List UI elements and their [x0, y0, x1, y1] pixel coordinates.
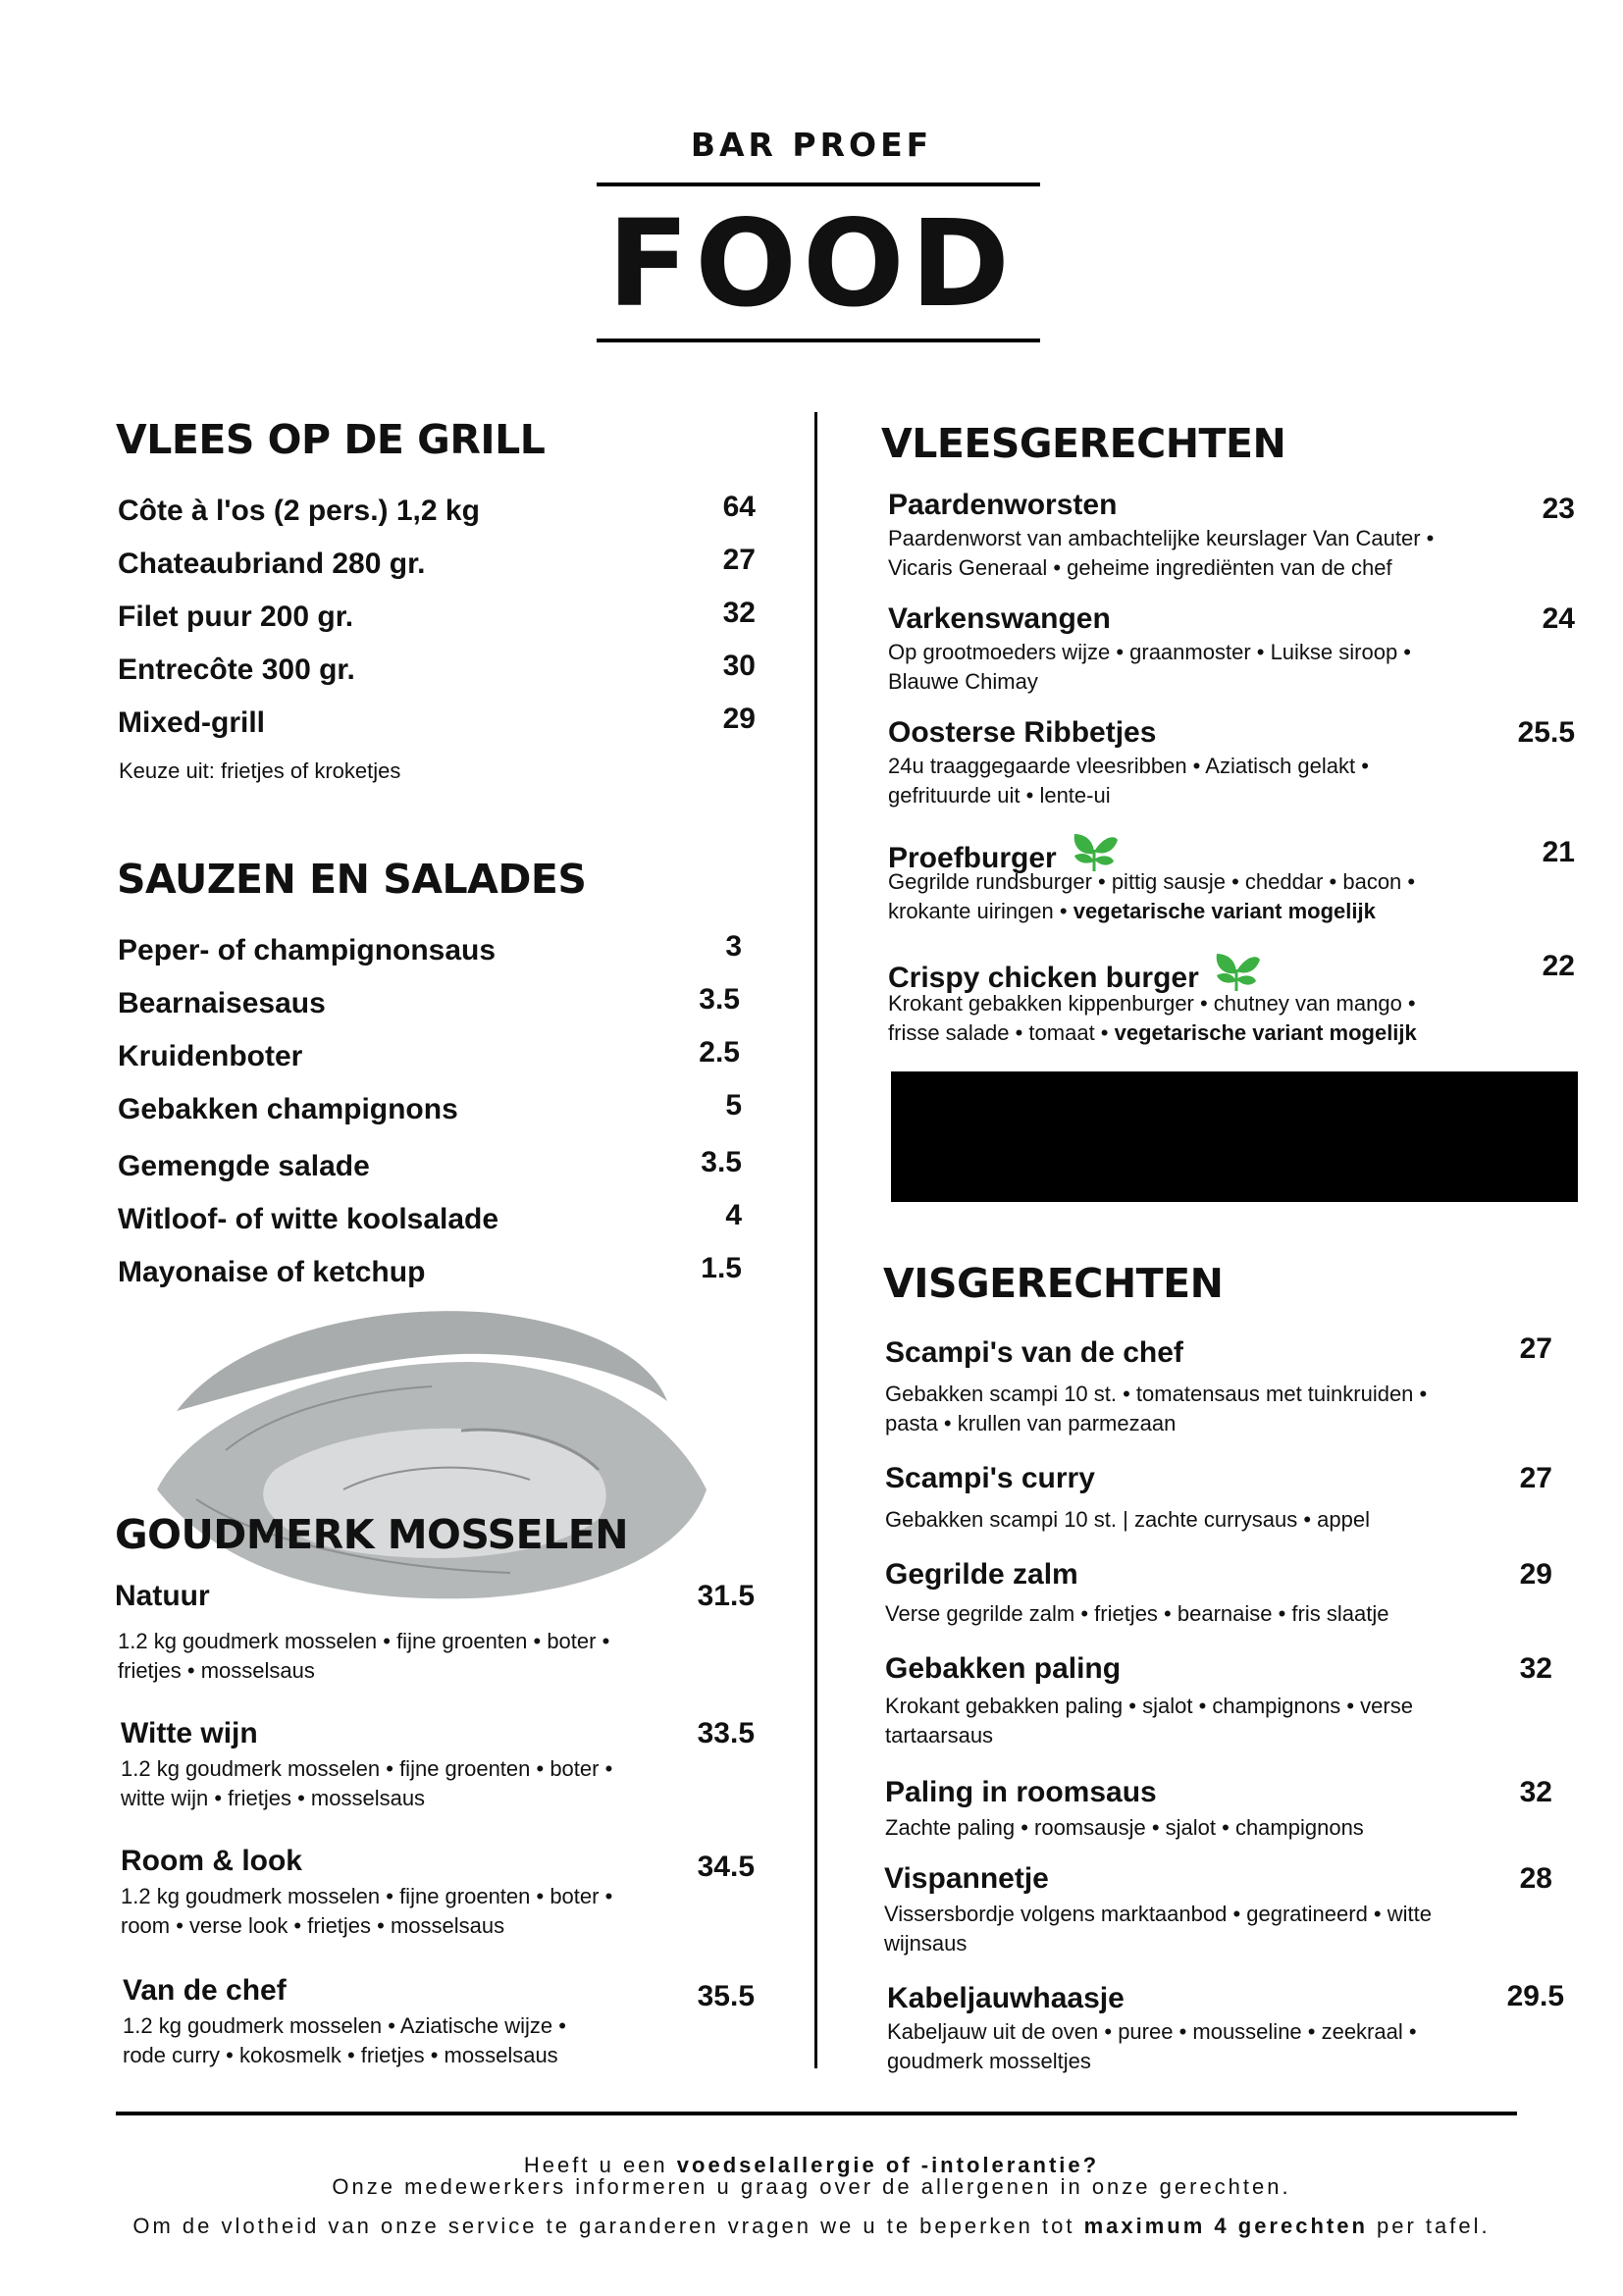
- vegetarian-note: vegetarische variant mogelijk: [1114, 1020, 1417, 1045]
- item-price: 3: [725, 930, 742, 963]
- footer-rule: [116, 2112, 1517, 2115]
- dish-description-line: 1.2 kg goudmerk mosselen • fijne groenten • boter •: [118, 1629, 610, 1653]
- dish-name: Gegrilde zalm: [885, 1558, 1078, 1591]
- dish-description-line: Vissersbordje volgens marktaanbod • gegratineerd • witte: [884, 1902, 1432, 1926]
- item-price: 4: [725, 1199, 742, 1231]
- item-price: 30: [722, 650, 756, 682]
- dish-price: 32: [1519, 1652, 1552, 1685]
- dish-price: 28: [1519, 1862, 1552, 1895]
- allergy-info: Onze medewerkers informeren u graag over de allergenen in onze gerechten.: [332, 2174, 1291, 2199]
- item-price: 2.5: [699, 1036, 740, 1069]
- dish-description-line: Vicaris Generaal • geheime ingrediënten van de chef: [888, 555, 1392, 580]
- service-note-text: Om de vlotheid van onze service te garanderen vragen we u te beperken tot: [132, 2214, 1084, 2238]
- dish-description-line: room • verse look • frietjes • mosselsaus: [121, 1913, 505, 1938]
- dish-description: [888, 752, 1369, 810]
- item-name: Peper- of champignonsaus: [118, 934, 497, 966]
- dish-price: 27: [1519, 1462, 1552, 1494]
- header-rule-top: [597, 183, 1040, 186]
- dish-description-line: Verse gegrilde zalm • frietjes • bearnaise • fris slaatje: [885, 1601, 1389, 1626]
- dish-name-text: Crispy chicken burger: [888, 962, 1199, 994]
- item-name: Mixed-grill: [118, 706, 266, 739]
- dish-description-line: pasta • krullen van parmezaan: [885, 1411, 1177, 1435]
- allergy-question-bold: voedselallergie of -intolerantie?: [676, 2153, 1100, 2177]
- section-title-mussels: GOUDMERK MOSSELEN: [115, 1511, 629, 1558]
- dish-description-text: krokante uiringen •: [888, 899, 1073, 923]
- header-rule-bottom: [597, 339, 1040, 342]
- mussel-illustration: [137, 1293, 726, 1617]
- column-divider: [814, 412, 817, 2068]
- dish-description-line: Gegrilde rundsburger • pittig sausje • cheddar • bacon •: [888, 869, 1416, 894]
- item-price: 5: [725, 1089, 742, 1122]
- dish-description-line: [888, 897, 1415, 926]
- dish-description: [885, 1380, 1427, 1438]
- brand-name: BAR PROEF: [690, 126, 933, 164]
- item-price: 32: [722, 597, 756, 629]
- menu-item: [118, 544, 756, 587]
- dish-price: 24: [1542, 602, 1575, 635]
- dish-description-line: 1.2 kg goudmerk mosselen • fijne groenten • boter •: [121, 1884, 613, 1908]
- service-note: [0, 2214, 1623, 2239]
- item-name: Gemengde salade: [118, 1150, 370, 1182]
- allergy-question-text: Heeft u een: [523, 2153, 677, 2177]
- dish-name: Vispannetje: [884, 1862, 1049, 1895]
- item-name: Filet puur 200 gr.: [118, 600, 354, 633]
- menu-item: [118, 703, 756, 746]
- dish-description: [888, 638, 1411, 697]
- dish-price: 35.5: [697, 1980, 755, 2012]
- section-title-sauces: SAUZEN EN SALADES: [117, 856, 587, 903]
- dish-description: [885, 1813, 1364, 1843]
- item-price: 3.5: [701, 1146, 742, 1178]
- herb-leaf-icon: [1211, 950, 1262, 993]
- item-name: Côte à l'os (2 pers.) 1,2 kg: [118, 495, 480, 527]
- item-name: Entrecôte 300 gr.: [118, 653, 355, 686]
- dish-price: 33.5: [697, 1717, 755, 1749]
- dish-name: Gebakken paling: [885, 1652, 1122, 1685]
- menu-item: [118, 1036, 756, 1079]
- dish-description-line: wijnsaus: [884, 1931, 968, 1956]
- dish-price: 25.5: [1517, 716, 1575, 749]
- dish-description-line: Paardenworst van ambachtelijke keurslager Van Cauter •: [888, 526, 1435, 550]
- dish-description: [885, 1692, 1413, 1750]
- page-title: FOOD: [606, 194, 1017, 334]
- dish-description-line: Gebakken scampi 10 st. • tomatensaus met tuinkruiden •: [885, 1382, 1428, 1406]
- dish-description-line: Gebakken scampi 10 st. | zachte currysaus • appel: [885, 1507, 1370, 1532]
- dish-name: Room & look: [121, 1845, 302, 1877]
- dish-description-line: tartaarsaus: [885, 1723, 994, 1748]
- item-name: Kruidenboter: [118, 1040, 303, 1072]
- item-name: Gebakken champignons: [118, 1093, 458, 1125]
- dish-description-line: 1.2 kg goudmerk mosselen • Aziatische wijze •: [123, 2013, 566, 2038]
- dish-description: [121, 1754, 612, 1813]
- dish-description: [888, 989, 1417, 1048]
- dish-name: Witte wijn: [121, 1717, 258, 1749]
- item-name: Chateaubriand 280 gr.: [118, 548, 426, 580]
- dish-description: [118, 1627, 609, 1686]
- menu-item: [118, 491, 756, 534]
- item-price: 27: [722, 544, 756, 576]
- dish-description-line: witte wijn • frietjes • mosselsaus: [121, 1786, 426, 1810]
- item-name: Witloof- of witte koolsalade: [118, 1203, 499, 1235]
- dish-description-line: Kabeljauw uit de oven • puree • mousseline • zeekraal •: [887, 2019, 1417, 2044]
- dish-price: 27: [1519, 1332, 1552, 1365]
- menu-item: [118, 930, 756, 973]
- dish-description-line: 24u traaggegaarde vleesribben • Aziatisch gelakt •: [888, 754, 1369, 778]
- dish-description-line: Krokant gebakken paling • sjalot • champignons • verse: [885, 1694, 1413, 1718]
- dish-description: [888, 867, 1415, 926]
- dish-description-line: gefrituurde uit • lente-ui: [888, 783, 1111, 808]
- dish-name: Varkenswangen: [888, 602, 1111, 635]
- dish-price: 21: [1542, 836, 1575, 868]
- dish-description: [888, 524, 1434, 583]
- dish-price: 34.5: [697, 1851, 755, 1883]
- menu-item: [118, 983, 756, 1026]
- dish-price: 31.5: [697, 1580, 755, 1612]
- dish-name: Oosterse Ribbetjes: [888, 716, 1157, 749]
- dish-name: Paling in roomsaus: [885, 1776, 1157, 1808]
- section-title-fish: VISGERECHTEN: [883, 1260, 1224, 1307]
- vegetarian-note: vegetarische variant mogelijk: [1073, 899, 1376, 923]
- dish-description-line: goudmerk mosseltjes: [887, 2049, 1091, 2073]
- redacted-block: [891, 1071, 1578, 1202]
- dish-description-line: Blauwe Chimay: [888, 669, 1038, 694]
- dish-description: [885, 1599, 1388, 1629]
- dish-description-line: Zachte paling • roomsausje • sjalot • champignons: [885, 1815, 1364, 1840]
- dish-price: 29: [1519, 1558, 1552, 1591]
- dish-name-text: Proefburger: [888, 842, 1057, 874]
- dish-name: Van de chef: [123, 1974, 287, 2007]
- service-note-bold: maximum 4 gerechten: [1083, 2214, 1368, 2238]
- dish-name: Paardenworsten: [888, 489, 1118, 521]
- dish-description: [123, 2011, 566, 2070]
- dish-description: [884, 1900, 1432, 1958]
- menu-item: [118, 1199, 756, 1242]
- menu-item: [118, 597, 756, 640]
- item-name: Bearnaisesaus: [118, 987, 326, 1019]
- menu-item: [118, 650, 756, 693]
- dish-name: Scampi's van de chef: [885, 1336, 1183, 1369]
- dish-description-text: frisse salade • tomaat •: [888, 1020, 1115, 1045]
- dish-description-line: 1.2 kg goudmerk mosselen • fijne groenten • boter •: [121, 1756, 613, 1781]
- dish-description-line: [888, 1018, 1417, 1048]
- dish-description-line: frietjes • mosselsaus: [118, 1658, 315, 1683]
- item-price: 64: [722, 491, 756, 523]
- dish-description-line: Op grootmoeders wijze • graanmoster • Luikse siroop •: [888, 640, 1412, 664]
- dish-price: 32: [1519, 1776, 1552, 1808]
- item-name: Mayonaise of ketchup: [118, 1256, 426, 1288]
- grill-note: Keuze uit: frietjes of kroketjes: [119, 758, 401, 783]
- dish-description-line: Krokant gebakken kippenburger • chutney van mango •: [888, 991, 1416, 1016]
- service-note-end: per tafel.: [1367, 2214, 1491, 2238]
- item-price: 3.5: [699, 983, 740, 1016]
- dish-price: 22: [1542, 950, 1575, 982]
- dish-name: Natuur: [115, 1580, 210, 1612]
- menu-item: [118, 1146, 756, 1189]
- dish-name: Kabeljauwhaasje: [887, 1982, 1125, 2014]
- section-title-grill: VLEES OP DE GRILL: [116, 416, 546, 463]
- dish-price: 23: [1542, 493, 1575, 525]
- dish-name: Scampi's curry: [885, 1462, 1095, 1494]
- item-price: 29: [722, 703, 756, 735]
- dish-description: [887, 2017, 1417, 2076]
- dish-price: 29.5: [1506, 1980, 1564, 2012]
- menu-item: [118, 1252, 756, 1295]
- menu-item: [118, 1089, 756, 1132]
- dish-description: [121, 1882, 612, 1941]
- dish-description: [885, 1505, 1370, 1535]
- item-price: 1.5: [701, 1252, 742, 1284]
- dish-description-line: rode curry • kokosmelk • frietjes • mosselsaus: [123, 2043, 558, 2067]
- section-title-meat: VLEESGERECHTEN: [881, 420, 1286, 467]
